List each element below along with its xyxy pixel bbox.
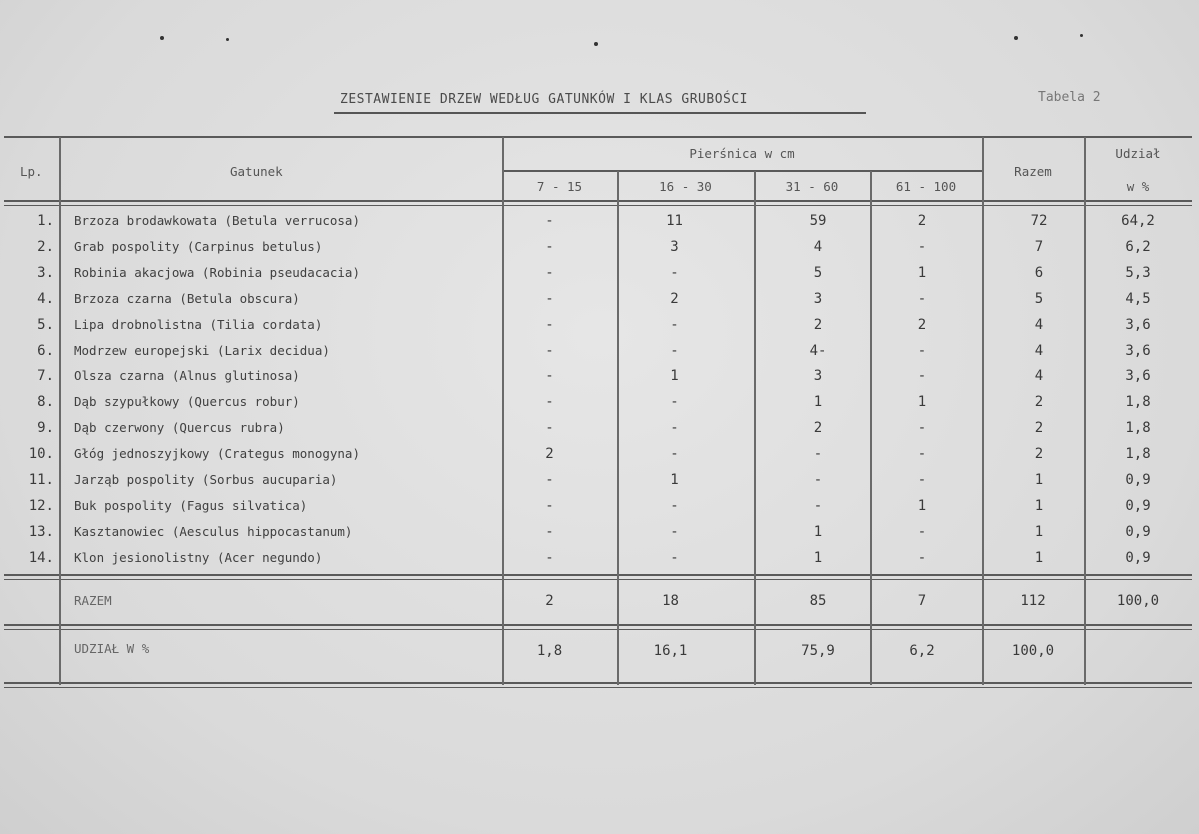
row-share: 5,3 — [1125, 265, 1151, 281]
row-lp: 11. — [28, 472, 54, 488]
row-class-2: - — [670, 265, 679, 281]
razem-c4: 7 — [917, 593, 927, 609]
udzial-c3: 75,9 — [801, 643, 835, 659]
row-total: 5 — [1034, 291, 1044, 307]
razem-bottom-border — [4, 624, 1192, 626]
row-total: 1 — [1034, 472, 1044, 488]
row-class-2: 3 — [670, 239, 679, 255]
row-class-2: - — [670, 550, 679, 566]
row-lp: 7. — [37, 368, 54, 384]
row-class-1: - — [545, 394, 554, 410]
row-total: 4 — [1034, 317, 1044, 333]
row-class-2: - — [670, 343, 679, 359]
speck-4 — [1014, 36, 1018, 40]
header-class-1: 7 - 15 — [536, 179, 583, 194]
col-sep-c2 — [754, 171, 756, 685]
row-total: 7 — [1034, 239, 1044, 255]
razem-share: 100,0 — [1116, 593, 1160, 609]
row-lp: 1. — [37, 213, 54, 229]
udzial-c2: 16,1 — [653, 643, 688, 659]
row-total: 2 — [1034, 420, 1044, 436]
row-class-2: - — [670, 498, 679, 514]
row-share: 0,9 — [1125, 524, 1151, 540]
document-title: ZESTAWIENIE DRZEW WEDŁUG GATUNKÓW I KLAS GRUBOŚCI — [340, 92, 749, 107]
title-underline — [334, 112, 866, 114]
header-piersnica: Pierśnica w cm — [689, 146, 795, 161]
row-lp: 10. — [28, 446, 54, 462]
row-species: Brzoza czarna (Betula obscura) — [74, 291, 300, 306]
row-class-1: - — [545, 213, 554, 229]
row-species: Kasztanowiec (Aesculus hippocastanum) — [74, 524, 353, 539]
row-share: 1,8 — [1125, 420, 1151, 436]
row-share: 3,6 — [1125, 343, 1151, 359]
header-class-4: 61 - 100 — [895, 179, 957, 194]
row-class-2: - — [670, 446, 679, 462]
row-share: 3,6 — [1125, 317, 1151, 333]
row-species: Jarząb pospolity (Sorbus aucuparia) — [74, 472, 338, 487]
row-species: Głóg jednoszyjkowy (Crategus monogyna) — [74, 446, 360, 461]
row-class-3: 4- — [809, 343, 827, 359]
row-share: 3,6 — [1125, 368, 1151, 384]
row-total: 2 — [1034, 446, 1044, 462]
table-top-border — [4, 136, 1192, 138]
row-class-3: 3 — [813, 291, 823, 307]
row-species: Lipa drobnolistna (Tilia cordata) — [74, 317, 323, 332]
row-lp: 2. — [37, 239, 54, 255]
row-class-3: 5 — [813, 265, 823, 281]
udzial-total: 100,0 — [1011, 643, 1055, 659]
row-class-2: - — [670, 394, 679, 410]
row-class-4: 1 — [917, 265, 927, 281]
row-class-1: - — [545, 420, 554, 436]
row-class-2: 1 — [670, 368, 679, 384]
row-species: Olsza czarna (Alnus glutinosa) — [74, 368, 300, 383]
row-class-2: 2 — [670, 291, 679, 307]
row-class-3: 1 — [813, 394, 823, 410]
row-species: Robinia akacjowa (Robinia pseudacacia) — [74, 265, 360, 280]
row-class-4: - — [917, 239, 927, 255]
row-total: 2 — [1034, 394, 1044, 410]
row-class-1: - — [545, 343, 554, 359]
row-share: 0,9 — [1125, 472, 1151, 488]
row-class-2: 11 — [666, 213, 683, 229]
row-lp: 3. — [37, 265, 54, 281]
row-species: Modrzew europejski (Larix decidua) — [74, 343, 330, 358]
row-total: 6 — [1034, 265, 1044, 281]
row-class-3: 2 — [813, 420, 823, 436]
row-class-3: 59 — [809, 213, 827, 229]
row-lp: 9. — [37, 420, 54, 436]
row-class-2: - — [670, 524, 679, 540]
row-class-4: - — [917, 368, 927, 384]
row-species: Dąb czerwony (Quercus rubra) — [74, 420, 285, 435]
row-class-1: - — [545, 239, 554, 255]
header-udzial: Udział — [1115, 146, 1161, 161]
row-lp: 8. — [37, 394, 54, 410]
row-total: 1 — [1034, 498, 1044, 514]
piersnica-underline — [502, 170, 982, 172]
row-class-4: 2 — [917, 317, 927, 333]
row-share: 1,8 — [1125, 394, 1151, 410]
row-class-4: 1 — [917, 498, 927, 514]
row-class-4: 2 — [917, 213, 927, 229]
row-class-4: 1 — [917, 394, 927, 410]
razem-total: 112 — [1020, 593, 1046, 609]
row-class-4: - — [917, 472, 927, 488]
razem-c2: 18 — [662, 593, 679, 609]
row-share: 0,9 — [1125, 550, 1151, 566]
row-class-2: - — [670, 317, 679, 333]
row-class-1: - — [545, 265, 554, 281]
row-class-2: 1 — [670, 472, 679, 488]
row-class-1: - — [545, 472, 554, 488]
row-share: 64,2 — [1121, 213, 1155, 229]
row-share: 0,9 — [1125, 498, 1151, 514]
row-class-3: - — [813, 498, 823, 514]
row-lp: 12. — [28, 498, 54, 514]
row-total: 4 — [1034, 368, 1044, 384]
header-class-3: 31 - 60 — [785, 179, 839, 194]
row-class-3: - — [813, 446, 823, 462]
col-sep-lp — [59, 137, 61, 685]
row-class-3: 1 — [813, 550, 823, 566]
header-udzial-unit: w % — [1126, 179, 1150, 194]
row-class-3: - — [813, 472, 823, 488]
razem-label: RAZEM — [74, 593, 112, 608]
body-bottom-border-2 — [4, 579, 1192, 580]
row-class-4: - — [917, 550, 927, 566]
header-class-2: 16 - 30 — [659, 179, 712, 194]
speck-1 — [160, 36, 164, 40]
row-class-4: - — [917, 343, 927, 359]
row-species: Brzoza brodawkowata (Betula verrucosa) — [74, 213, 360, 228]
row-class-3: 4 — [813, 239, 823, 255]
speck-2 — [226, 38, 229, 41]
row-lp: 13. — [28, 524, 54, 540]
row-class-1: - — [545, 317, 554, 333]
row-species: Klon jesionolistny (Acer negundo) — [74, 550, 323, 565]
header-gatunek: Gatunek — [230, 164, 283, 179]
speck-5 — [1080, 34, 1083, 37]
row-class-1: - — [545, 291, 554, 307]
row-lp: 14. — [28, 550, 54, 566]
body-bottom-border — [4, 574, 1192, 576]
header-lp: Lp. — [20, 164, 43, 179]
row-species: Grab pospolity (Carpinus betulus) — [74, 239, 323, 254]
row-species: Buk pospolity (Fagus silvatica) — [74, 498, 308, 513]
row-class-1: - — [545, 524, 554, 540]
speck-3 — [594, 42, 598, 46]
table-bottom-border-2 — [4, 687, 1192, 688]
row-class-4: - — [917, 446, 927, 462]
row-class-4: - — [917, 524, 927, 540]
udzial-c1: 1,8 — [536, 643, 563, 659]
row-class-1: - — [545, 550, 554, 566]
udzial-c4: 6,2 — [909, 643, 935, 659]
row-class-2: - — [670, 420, 679, 436]
table-label: Tabela 2 — [1038, 90, 1101, 105]
row-class-1: - — [545, 368, 554, 384]
header-bottom-border — [4, 200, 1192, 202]
row-total: 1 — [1034, 524, 1044, 540]
udzial-label: UDZIAŁ W % — [74, 641, 150, 656]
row-lp: 5. — [37, 317, 54, 333]
row-class-1: - — [545, 498, 554, 514]
row-class-3: 1 — [813, 524, 823, 540]
razem-c1: 2 — [545, 593, 554, 609]
razem-c3: 85 — [809, 593, 827, 609]
row-lp: 6. — [37, 343, 54, 359]
row-class-4: - — [917, 420, 927, 436]
row-lp: 4. — [37, 291, 54, 307]
header-bottom-border-2 — [4, 205, 1192, 206]
row-class-3: 2 — [813, 317, 823, 333]
row-share: 4,5 — [1125, 291, 1151, 307]
row-total: 72 — [1030, 213, 1048, 229]
table-bottom-border — [4, 682, 1192, 684]
row-total: 4 — [1034, 343, 1044, 359]
row-species: Dąb szypułkowy (Quercus robur) — [74, 394, 300, 409]
row-total: 1 — [1034, 550, 1044, 566]
row-share: 6,2 — [1125, 239, 1151, 255]
row-class-3: 3 — [813, 368, 823, 384]
row-class-4: - — [917, 291, 927, 307]
row-share: 1,8 — [1125, 446, 1151, 462]
razem-bottom-border-2 — [4, 629, 1192, 630]
row-class-1: 2 — [545, 446, 554, 462]
header-razem: Razem — [1014, 164, 1052, 179]
